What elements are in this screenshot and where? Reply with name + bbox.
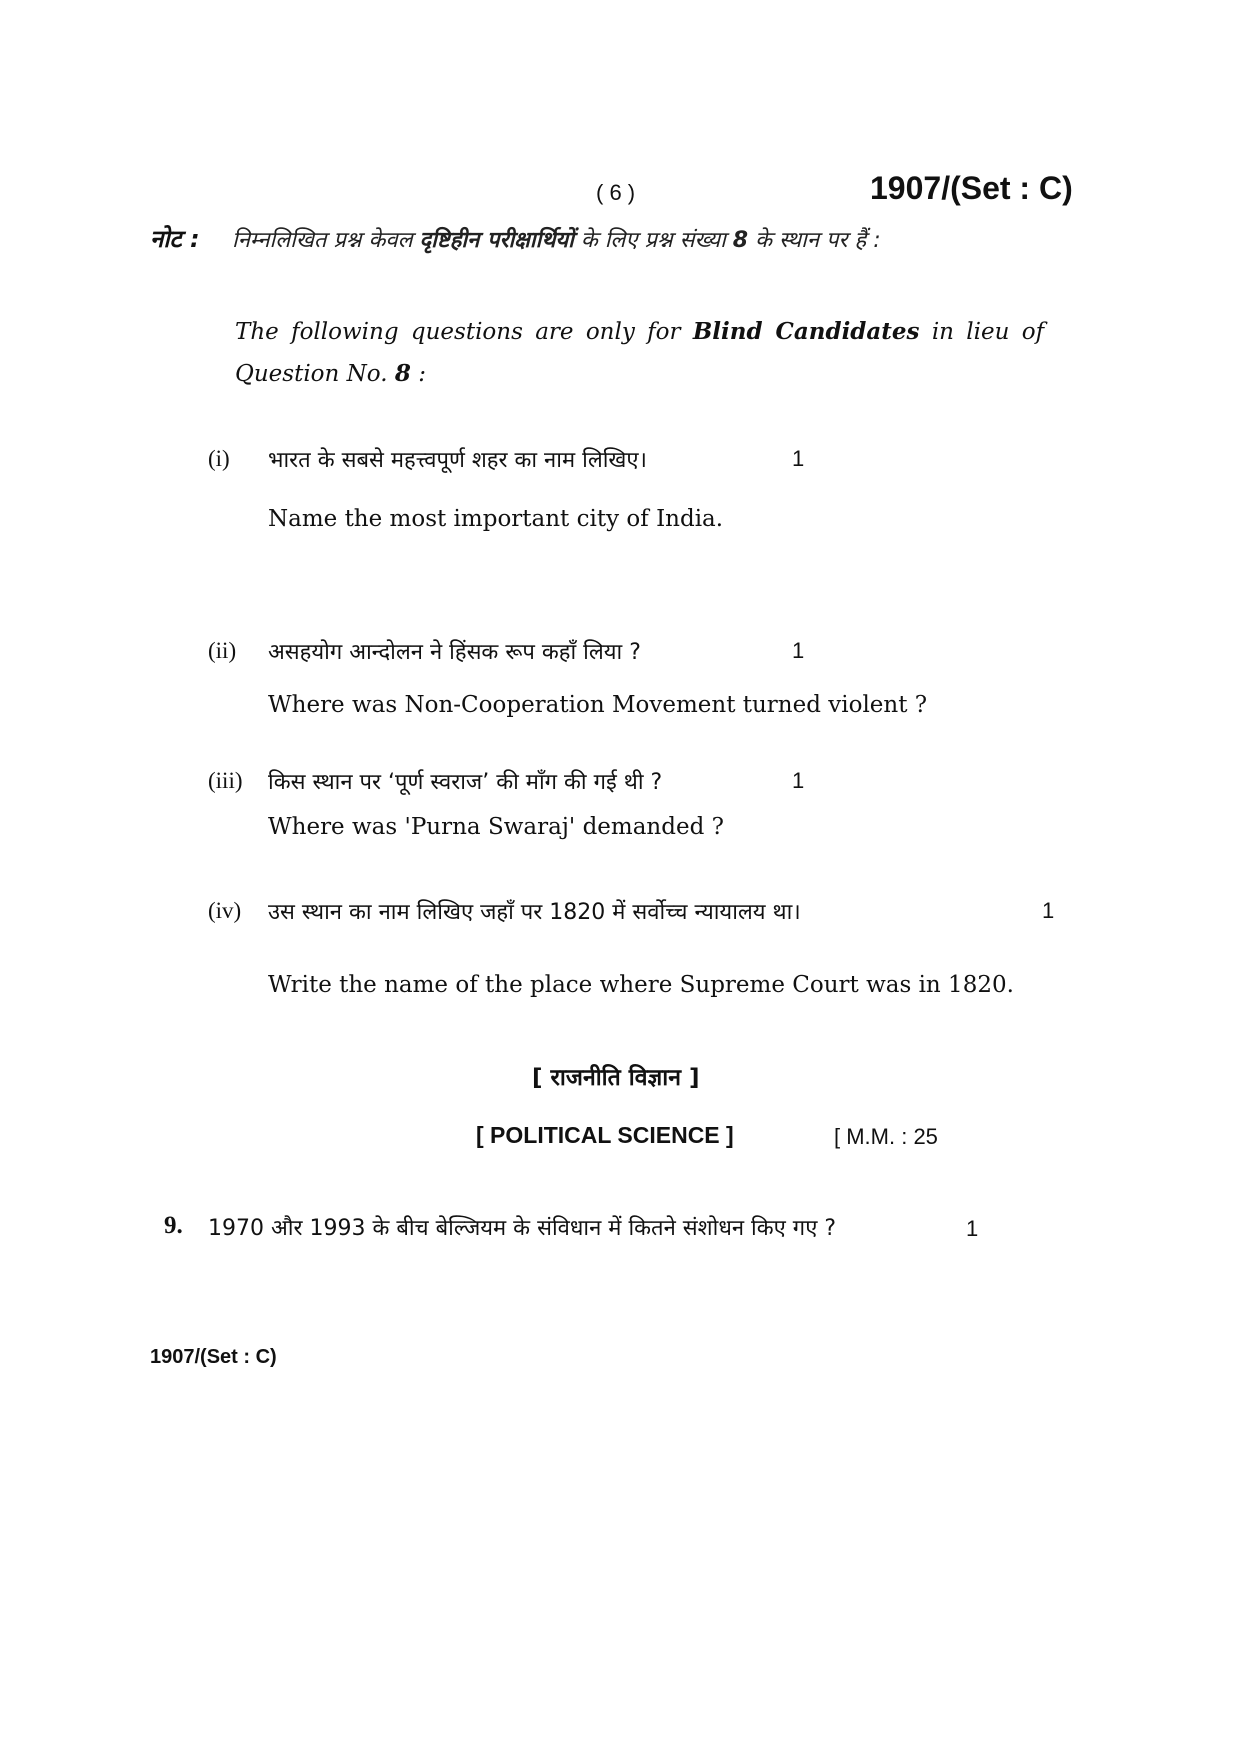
blind-note-question-num: 8 <box>394 360 411 387</box>
blind-note-line-2 <box>235 360 426 387</box>
paper-code-footer: 1907/(Set : C) <box>150 1346 277 1368</box>
note-text-mid: के लिए प्रश्न संख्या <box>580 228 726 253</box>
question-hindi: भारत के सबसे महत्त्वपूर्ण शहर का नाम लिखिए। <box>268 448 647 473</box>
question-hindi: उस स्थान का नाम लिखिए जहाँ पर 1820 में सर्वोच्च न्यायालय था। <box>268 900 801 925</box>
blind-note-question-label: Question No. <box>235 361 388 387</box>
note-text-bold: दृष्टिहीन परीक्षार्थियों <box>419 228 574 253</box>
question-marks: 1 <box>1042 898 1055 923</box>
blind-note-post: in lieu of <box>931 319 1045 345</box>
blind-note-pre: The following questions are only for <box>235 319 681 345</box>
question-marks: 1 <box>792 446 805 471</box>
question-english: Write the name of the place where Supreme Court was in 1820. <box>268 972 1014 998</box>
question-9-number: 9. <box>164 1212 183 1239</box>
page-number: ( 6 ) <box>596 180 636 205</box>
section-title-hindi: [ राजनीति विज्ञान ] <box>532 1065 700 1091</box>
question-english: Where was 'Purna Swaraj' demanded ? <box>268 814 724 840</box>
question-english: Where was Non-Cooperation Movement turned violent ? <box>268 692 928 718</box>
note-text-num: 8 <box>732 228 749 253</box>
question-number: (i) <box>208 446 230 471</box>
question-marks: 1 <box>792 638 805 663</box>
question-number: (ii) <box>208 638 237 663</box>
question-number: (iii) <box>208 768 243 793</box>
blind-note-bold: Blind Candidates <box>692 318 920 345</box>
note-label: नोट : <box>150 225 200 253</box>
max-marks: [ M.M. : 25 <box>834 1124 938 1149</box>
section-title-english: [ POLITICAL SCIENCE ] <box>476 1122 734 1148</box>
question-number: (iv) <box>208 898 242 923</box>
note-text-pre: निम्नलिखित प्रश्न केवल <box>232 228 413 253</box>
question-9-marks: 1 <box>966 1216 979 1241</box>
blind-note-line-1 <box>235 318 1044 345</box>
question-hindi: किस स्थान पर ‘पूर्ण स्वराज’ की माँग की गई थी ? <box>268 770 663 795</box>
blind-note-colon: : <box>418 361 426 387</box>
question-hindi: असहयोग आन्दोलन ने हिंसक रूप कहाँ लिया ? <box>268 640 641 665</box>
paper-code-header: 1907/(Set : C) <box>870 170 1073 206</box>
question-9-text: 1970 और 1993 के बीच बेल्जियम के संविधान में कितने संशोधन किए गए ? <box>208 1216 837 1241</box>
note-text <box>232 224 881 254</box>
question-english: Name the most important city of India. <box>268 506 724 532</box>
question-marks: 1 <box>792 768 805 793</box>
note-text-post: के स्थान पर हैं : <box>755 228 881 253</box>
